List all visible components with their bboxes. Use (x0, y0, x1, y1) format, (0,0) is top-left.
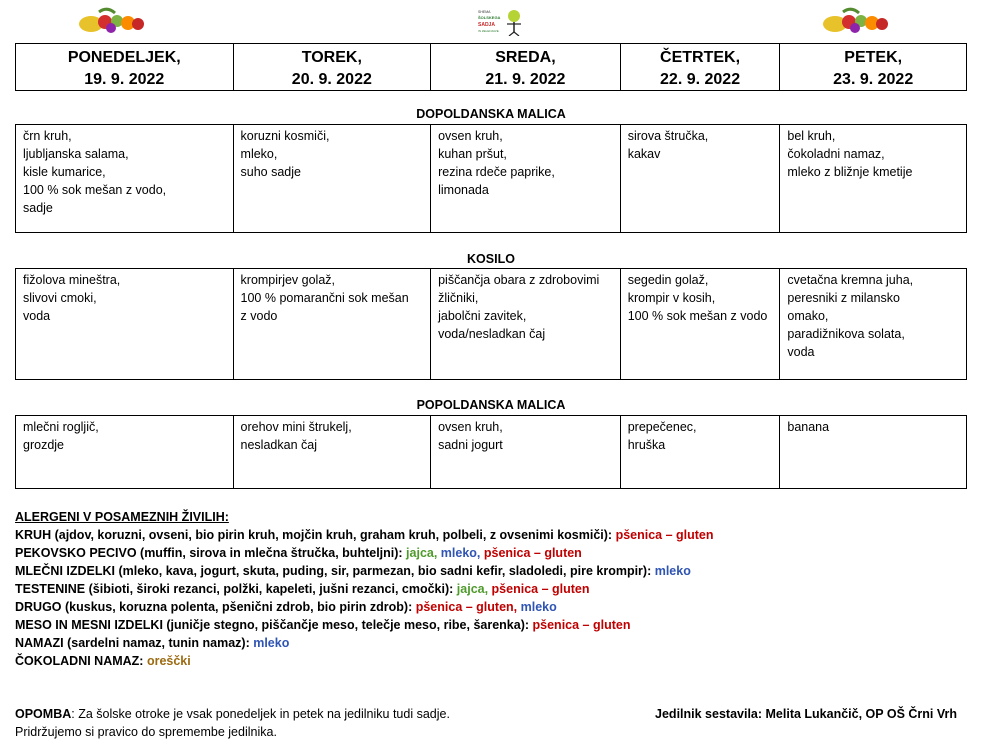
section-title-lunch: KOSILO (467, 252, 515, 266)
allergen-food-label: TESTENINE (šibioti, široki rezanci, polžki, kapeleti, jušni rezanci, cmočki): (15, 582, 457, 596)
allergens-title: ALERGENI V POSAMEZNIH ŽIVILIH: (15, 510, 229, 524)
allergen-food-label: PEKOVSKO PECIVO (muffin, sirova in mlečna štručka, buhteljni): (15, 546, 407, 560)
allergen-row (15, 562, 975, 580)
section-title-snack: POPOLDANSKA MALICA (416, 398, 566, 412)
meal-cell: krompirjev golaž, 100 % pomarančni sok mešan z vodo (234, 269, 432, 379)
allergen-row (15, 526, 975, 544)
meal-cell: koruzni kosmiči, mleko, suho sadje (234, 125, 432, 232)
day-header: PETEK, 23. 9. 2022 (833, 49, 914, 88)
logo-line-1: SHEMA (478, 10, 491, 14)
logo-line-4: IN ZELENJAVE (478, 29, 499, 33)
allergen-row (15, 598, 975, 616)
fruit-basket-image (815, 4, 893, 34)
meal-cell: segedin golaž, krompir v kosih, 100 % sok mešan z vodo (621, 269, 781, 379)
allergen-row (15, 652, 975, 670)
fruit-basket-image (71, 4, 149, 34)
allergen-item: pšenica – gluten, (415, 600, 521, 614)
allergen-item: pšenica – gluten (483, 546, 582, 560)
note-text: : Za šolske otroke je vsak ponedeljek in petek na jedilniku tudi sadje. (71, 707, 450, 721)
note (15, 705, 450, 741)
allergen-item: jajca, (456, 582, 492, 596)
allergen-food-label: NAMAZI (sardelni namaz, tunin namaz): (15, 636, 254, 650)
meal-cell: orehov mini štrukelj, nesladkan čaj (234, 416, 432, 488)
allergen-food-label: ČOKOLADNI NAMAZ: (15, 654, 147, 668)
day-header: PONEDELJEK, 19. 9. 2022 (16, 44, 234, 90)
note-label: OPOMBA (15, 707, 72, 721)
allergen-item: oreščki (146, 654, 191, 668)
allergen-list (15, 526, 975, 670)
meal-row-breakfast (15, 124, 967, 233)
meal-cell: sirova štručka, kakav (621, 125, 781, 232)
allergen-food-label: MESO IN MESNI IZDELKI (juničje stegno, piščančje meso, telečje meso, ribe, šarenka): (15, 618, 533, 632)
allergen-item: mleko (654, 564, 691, 578)
meal-cell: prepečenec, hruška (621, 416, 781, 488)
allergen-row (15, 634, 975, 652)
school-fruit-scheme-logo (476, 4, 530, 36)
day-header: TOREK, 20. 9. 2022 (234, 44, 432, 90)
allergen-item: pšenica – gluten (615, 528, 714, 542)
meal-row-snack (15, 415, 967, 489)
allergen-item: pšenica – gluten (491, 582, 590, 596)
note-text-2: Pridržujemo si pravico do spremembe jedilnika. (15, 725, 277, 739)
allergen-food-label: MLEČNI IZDELKI (mleko, kava, jogurt, skuta, puding, sir, parmezan, bio sadni kefir, sladoledi, pire krompir): (15, 564, 655, 578)
allergen-item: mleko (520, 600, 557, 614)
meal-cell: ovsen kruh, sadni jogurt (431, 416, 621, 488)
logo-line-2: ŠOLSKEGA (478, 15, 501, 20)
meal-row-lunch (15, 268, 967, 380)
logo-line-3: SADJA (478, 22, 495, 28)
allergen-food-label: DRUGO (kuskus, koruzna polenta, pšenični zdrob, bio pirin zdrob): (15, 600, 416, 614)
meal-cell: fižolova mineštra, slivovi cmoki, voda (16, 269, 234, 379)
meal-cell: črn kruh, ljubljanska salama, kisle kumarice, 100 % sok mešan z vodo, sadje (16, 125, 234, 232)
day-header: ČETRTEK, 22. 9. 2022 (621, 44, 781, 90)
allergen-item: jajca, (406, 546, 441, 560)
allergen-row (15, 580, 975, 598)
allergen-row (15, 616, 975, 634)
day-header-row (15, 43, 967, 91)
allergen-item: pšenica – gluten (532, 618, 631, 632)
allergen-row (15, 544, 975, 562)
menu-author: Jedilnik sestavila: Melita Lukančič, OP OŠ Črni Vrh (655, 707, 957, 721)
section-title-breakfast: DOPOLDANSKA MALICA (416, 107, 566, 121)
meal-cell: bel kruh, čokoladni namaz, mleko z bližnje kmetije (787, 129, 913, 179)
meal-cell: mlečni rogljič, grozdje (16, 416, 234, 488)
meal-cell: piščančja obara z zdrobovimi žličniki, jabolčni zavitek, voda/nesladkan čaj (431, 269, 621, 379)
allergens-section (15, 508, 975, 670)
meal-cell: cvetačna kremna juha, peresniki z milansko omako, paradižnikova solata, voda (787, 273, 914, 359)
allergen-item: mleko (253, 636, 290, 650)
meal-cell: ovsen kruh, kuhan pršut, rezina rdeče paprike, limonada (431, 125, 621, 232)
day-header: SREDA, 21. 9. 2022 (431, 44, 621, 90)
meal-cell: banana (787, 420, 830, 434)
allergen-food-label: KRUH (ajdov, koruzni, ovseni, bio pirin kruh, mojčin kruh, graham kruh, polbeli, z ovsenimi kosmiči): (15, 528, 616, 542)
allergen-item: mleko, (440, 546, 484, 560)
